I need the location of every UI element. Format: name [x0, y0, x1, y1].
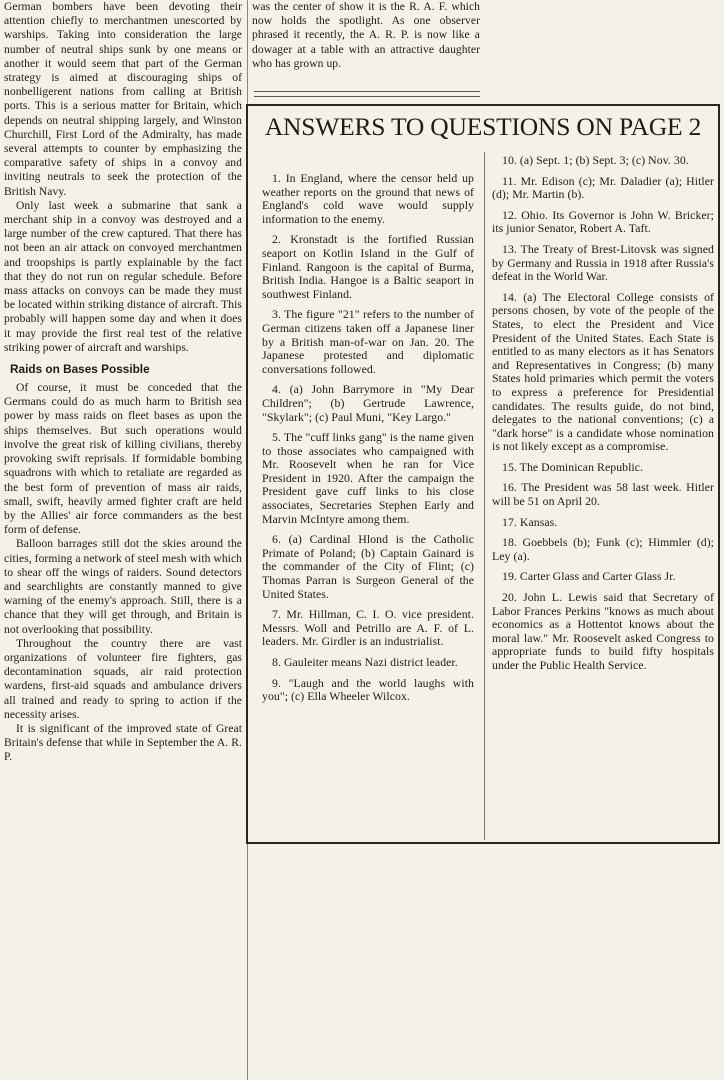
- answer-item: 10. (a) Sept. 1; (b) Sept. 3; (c) Nov. 30.: [502, 153, 689, 167]
- answer-item: 13. The Treaty of Brest-Litovsk was signed by Germany and Russia in 1918 after Russia's defeat in the World War.: [492, 241, 714, 284]
- article-paragraph: Throughout the country there are vast organizations of volunteer fire fighters, gas decontamination squads, air raid protection wardens, first-aid squads and ambulance drivers all trained and ready to spring to action if the necessity arises.: [4, 636, 242, 721]
- answer-item: 20. John L. Lewis said that Secretary of Labor Frances Perkins "knows as much about economics as a Hottentot knows about the moral law." Mr. Roosevelt asked Congress to appropriate funds to build fifty hospitals under the Public Health Service.: [492, 590, 714, 672]
- article-paragraph: Only last week a submarine that sank a merchant ship in a convoy was destroyed and a large number of the crew captured. That there has not been an air attack on convoyed merchantmen and troopships is partly explainable by the fact that they do not run on regular schedule. Before mass attacks on convoys can be made they must be located within striking distance of aircraft. This probably will happen some day and when it does it may provide the first real test of the relative striking power of aircraft and warships.: [4, 198, 242, 354]
- article-column-left: [4, 0, 242, 1080]
- answer-item: 18. Goebbels (b); Funk (c); Himmler (d); Ley (a).: [492, 535, 714, 563]
- answers-column-2: [492, 154, 714, 680]
- article-paragraph: Balloon barrages still dot the skies around the cities, forming a network of steel mesh with which to shear off the wings of raiders. Sound detectors and searchlights are constantly manned to give warning of the enemy's approach. Still, there is a chance that they will get through, and Britain is not overlooking that possibility.: [4, 537, 242, 636]
- section-divider: [254, 91, 480, 97]
- answer-item: 9. "Laugh and the world laughs with you"; (c) Ella Wheeler Wilcox.: [262, 675, 474, 704]
- answers-column-1: [262, 172, 474, 711]
- answer-item: 16. The President was 58 last week. Hitler will be 51 on April 20.: [492, 480, 714, 509]
- answers-box: [246, 104, 720, 844]
- answer-item: 5. The "cuff links gang" is the name given to those associates who campaigned with Mr. Roosevelt when he ran for Vice President in 1920. After the campaign the President gave cuff links to his close associates, Secretaries Stephen Early and Marvin McIntyre among them.: [262, 430, 474, 526]
- answer-item: 2. Kronstadt is the fortified Russian seaport on Kotlin Island in the Gulf of Finland. Rangoon is the capital of Burma, British India. Hangoe is a Baltic seaport in southwest Finland.: [262, 232, 474, 301]
- answer-item: 4. (a) John Barrymore in "My Dear Children"; (b) Gertrude Lawrence, "Skylark"; (c) Paul Muni, "Key Largo.": [262, 382, 474, 424]
- answer-item: 8. Gauleiter means Nazi district leader.: [272, 655, 458, 669]
- article-paragraph: Of course, it must be conceded that the Germans could do as much harm to British sea power by mass raids on fleet bases as upon the ships themselves. But such operations would involve the great risk of killing civilians, thereby provoking swift reprisals. If formidable bombing squadrons with which to retaliate are regarded as the best form of prevention of mass air raids, small, swift, heavily armed fighter craft are held by the Allies' air force commanders as the best form of defense.: [4, 381, 242, 537]
- answer-item: 19. Carter Glass and Carter Glass Jr.: [502, 569, 676, 584]
- answer-item: 15. The Dominican Republic.: [502, 459, 644, 474]
- article-paragraph: German bombers have been devoting their attention chiefly to merchantmen unescorted by warships. Taking into consideration the large number of neutral ships sunk by one means or another it would seem that part of the German strategy is aimed at discouraging ships of nonbelligerent nations from calling at British ports. This is a serious matter for Britain, which depends on neutral shipping largely, and Winston Churchill, First Lord of the Admiralty, has made several attempts to counter by emphasizing the comparative safety of ships in a convoy and inviting neutrals to seek the protection of the British Navy.: [4, 0, 242, 198]
- answer-item: 1. In England, where the censor held up weather reports on the ground that news of England's cold wave would supply information to the enemy.: [262, 171, 474, 226]
- answers-box-title: ANSWERS TO QUESTIONS ON PAGE 2: [264, 112, 702, 141]
- answer-item: 11. Mr. Edison (c); Mr. Daladier (a); Hitler (d); Mr. Martin (b).: [492, 173, 714, 202]
- article-paragraph: was the center of show it is the R. A. F. which now holds the spotlight. As one observer phrased it recently, the A. R. P. is now like a dowager at a table with an attractive daughter who has grown up.: [252, 0, 480, 70]
- box-column-divider: [484, 152, 485, 840]
- answer-item: 6. (a) Cardinal Hlond is the Catholic Primate of Poland; (b) Captain Gainard is the commander of the City of Flint; (c) Thomas Parran is Surgeon General of the United States.: [262, 532, 474, 601]
- article-column-continued: [252, 0, 480, 88]
- answer-item: 17. Kansas.: [502, 514, 558, 529]
- answer-item: 14. (a) The Electoral College consists of persons chosen, by vote of the people of the States, to elect the President and Vice President of the United States. Each State is entitled to as many electors as it has Senators and Representatives in Congress; (b) many States hold primaries which permit the voters to express a preference for Presidential candidates. The results guide, do not bind, delegates to the national conventions; (c) a "dark horse" is a candidate whose nomination is not likely except as a compromise.: [492, 289, 714, 454]
- article-paragraph: It is significant of the improved state of Great Britain's defense that while in September the A. R. P.: [4, 721, 242, 764]
- answer-item: 12. Ohio. Its Governor is John W. Bricker; its junior Senator, Robert A. Taft.: [492, 207, 714, 236]
- answer-item: 7. Mr. Hillman, C. I. O. vice president. Messrs. Woll and Petrillo are A. F. of L. leaders. Mr. Girdler is an industrialist.: [262, 607, 474, 649]
- article-subhead: Raids on Bases Possible: [10, 362, 150, 377]
- answer-item: 3. The figure "21" refers to the number of German citizens taken off a Japanese liner by a British man-of-war on Jan. 20. The Japanese protested and diplomatic conversations followed.: [262, 307, 474, 376]
